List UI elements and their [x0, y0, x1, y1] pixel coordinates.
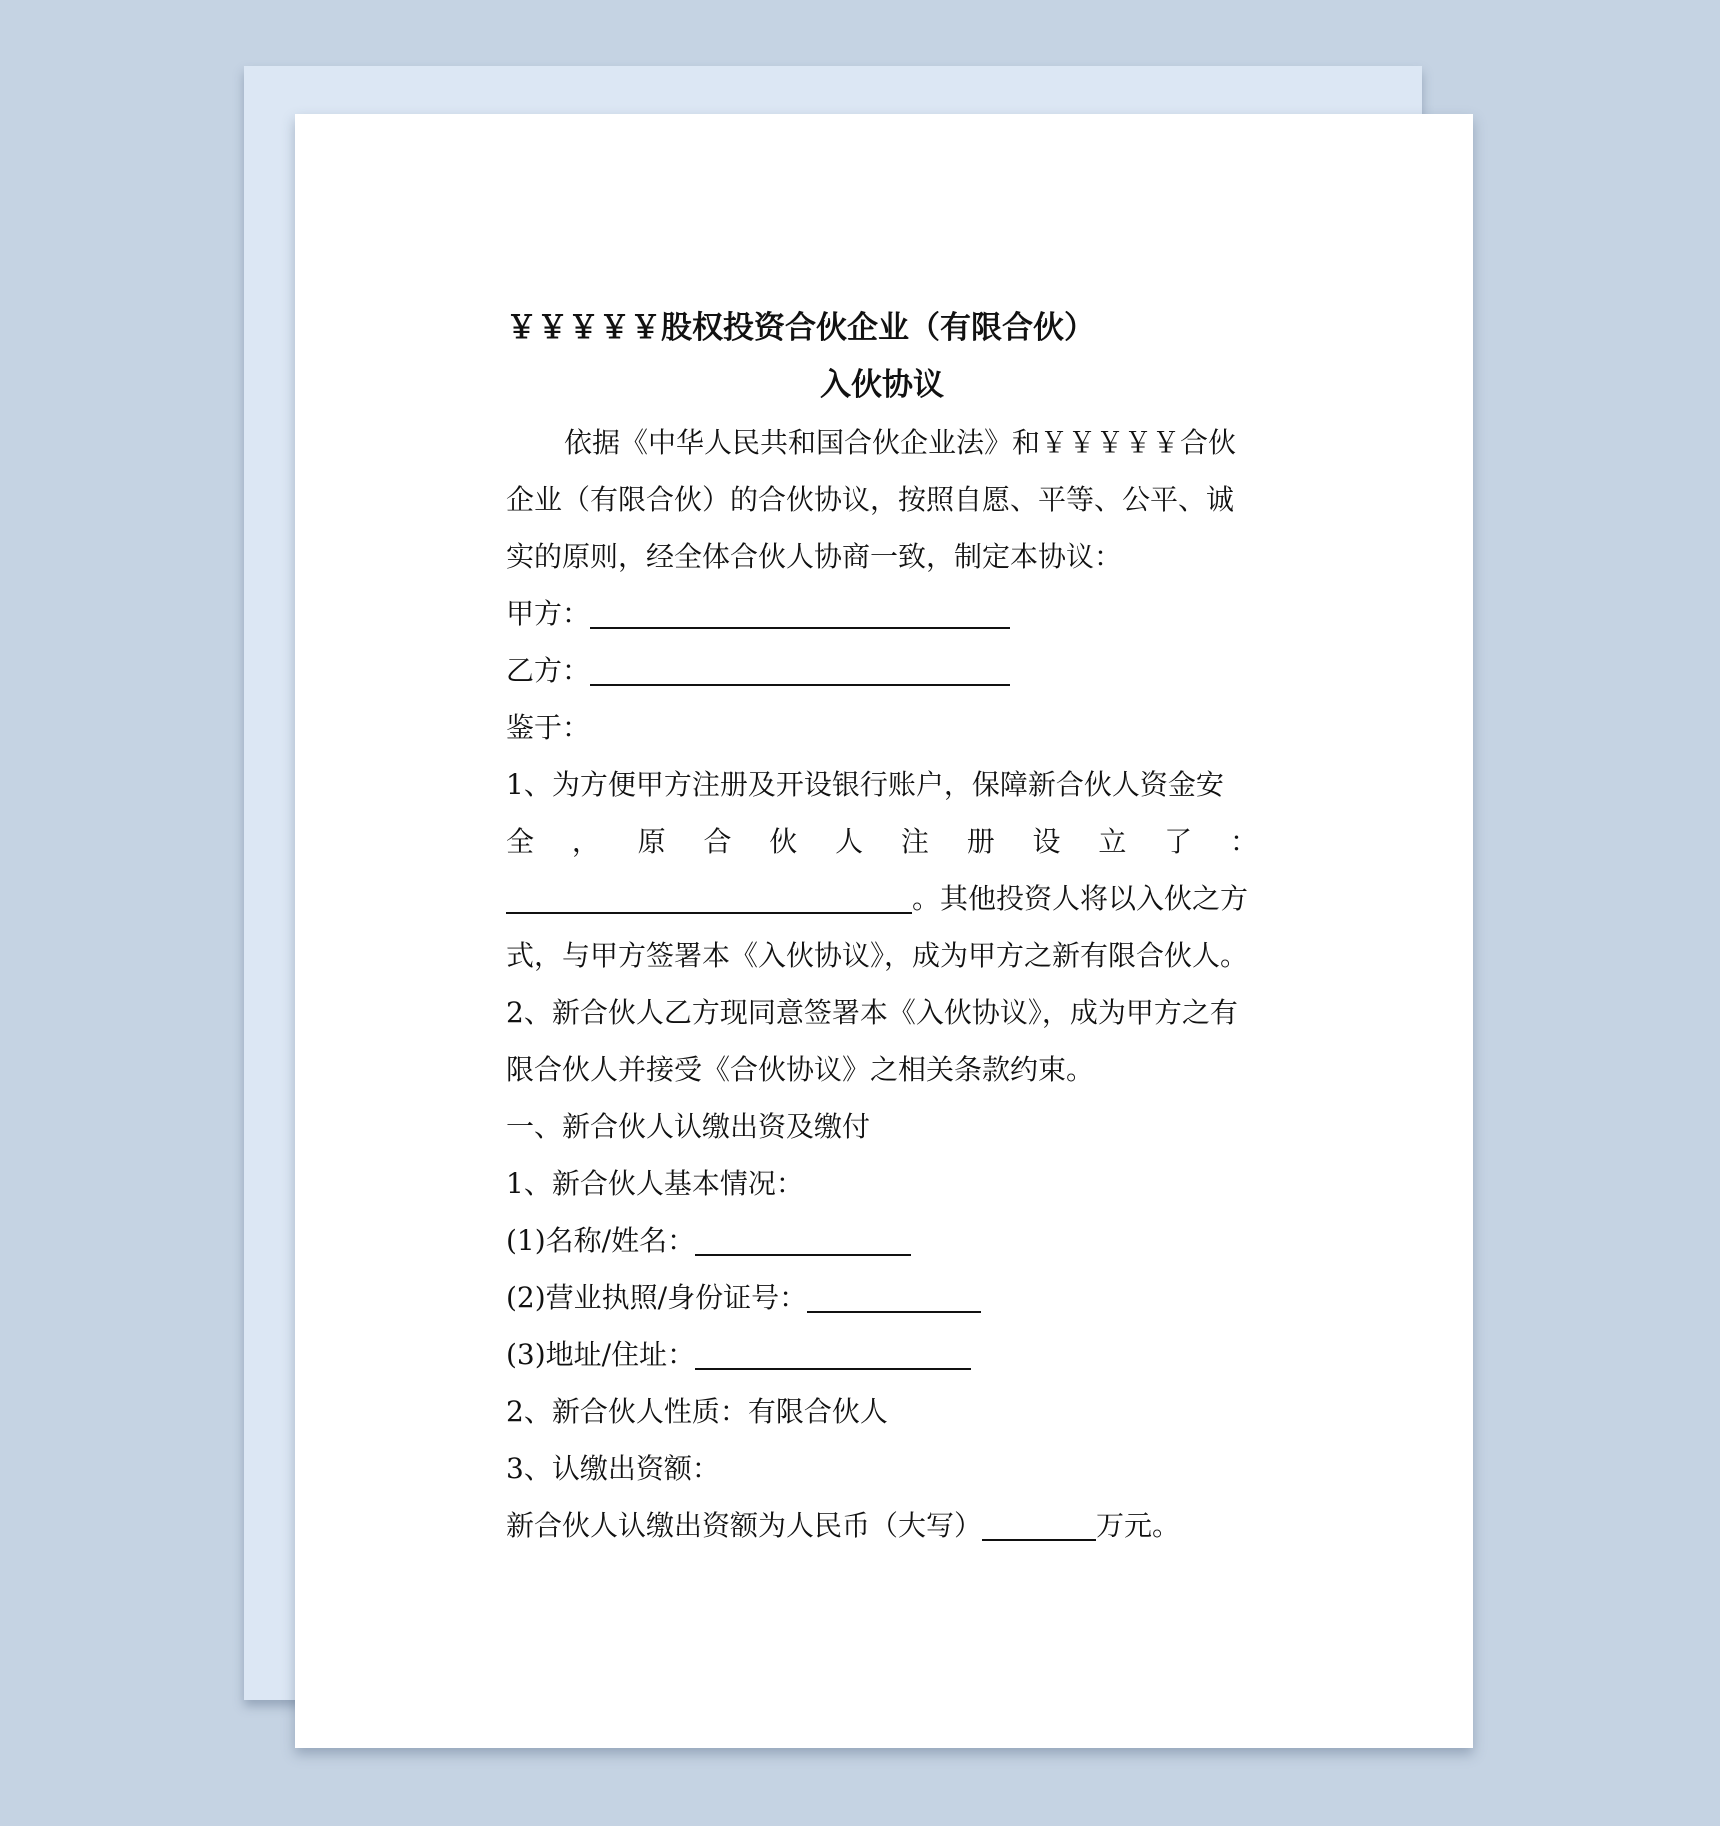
clause1-char: 合: [703, 825, 732, 858]
clause2-line-1: 2、新合伙人乙方现同意签署本《入伙协议》，成为甲方之有: [506, 996, 1238, 1029]
name-blank[interactable]: [695, 1218, 911, 1256]
intro-line-3: 实的原则，经全体合伙人协商一致，制定本协议：: [506, 540, 1123, 573]
clause1-line-3: [506, 870, 1258, 927]
item3-heading: 3、认缴出资额：: [506, 1452, 720, 1485]
address-label: (3)地址/住址：: [506, 1338, 696, 1371]
entity-name-blank[interactable]: [506, 876, 912, 914]
clause1-char: ，: [571, 825, 600, 858]
clause1-line-4: 式，与甲方签署本《入伙协议》，成为甲方之新有限合伙人。: [506, 939, 1249, 972]
document-content: [506, 300, 1258, 1554]
item1-heading: 1、新合伙人基本情况：: [506, 1167, 804, 1200]
clause1-line-1: 1、为方便甲方注册及开设银行账户，保障新合伙人资金安: [506, 768, 1224, 801]
party-b-blank[interactable]: [590, 648, 1010, 686]
capital-row: [506, 1497, 1258, 1554]
address-row: [506, 1326, 1258, 1383]
license-row: [506, 1269, 1258, 1326]
address-blank[interactable]: [695, 1332, 971, 1370]
clause1-char: 了: [1164, 825, 1193, 858]
name-label: (1)名称/姓名：: [506, 1224, 696, 1257]
name-row: [506, 1212, 1258, 1269]
document-title: ￥￥￥￥￥股权投资合伙企业（有限合伙）: [506, 310, 1095, 346]
document-subtitle: 入伙协议: [820, 367, 944, 403]
clause1-char: 伙: [769, 825, 798, 858]
clause1-char: ：: [1229, 825, 1258, 858]
clause1-char: 立: [1098, 825, 1127, 858]
clause1-char: 原: [637, 825, 666, 858]
clause1-char: 册: [966, 825, 995, 858]
party-b-label: 乙方：: [506, 654, 591, 687]
party-a-label: 甲方：: [506, 597, 591, 630]
party-a-blank[interactable]: [590, 591, 1010, 629]
clause1-line-3-text: 。其他投资人将以入伙之方: [912, 882, 1249, 915]
capital-blank[interactable]: [982, 1503, 1096, 1541]
capital-text: 新合伙人认缴出资额为人民币（大写）: [506, 1509, 983, 1542]
license-blank[interactable]: [807, 1275, 981, 1313]
party-b-row: [506, 642, 1258, 699]
party-a-row: [506, 585, 1258, 642]
whereas-label: 鉴于：: [506, 711, 591, 744]
clause1-line-2: [506, 813, 1258, 870]
clause2-line-2: 限合伙人并接受《合伙协议》之相关条款约束。: [506, 1053, 1095, 1086]
intro-line-1: 依据《中华人民共和国合伙企业法》和￥￥￥￥￥合伙: [564, 426, 1237, 459]
intro-line-2: 企业（有限合伙）的合伙协议，按照自愿、平等、公平、诚: [506, 483, 1235, 516]
clause1-char: 注: [900, 825, 929, 858]
item2: 2、新合伙人性质：有限合伙人: [506, 1395, 888, 1428]
section1-heading: 一、新合伙人认缴出资及缴付: [506, 1110, 871, 1143]
license-label: (2)营业执照/身份证号：: [506, 1281, 808, 1314]
capital-unit: 万元。: [1096, 1509, 1181, 1542]
clause1-char: 人: [835, 825, 864, 858]
clause1-char: 设: [1032, 825, 1061, 858]
clause1-char: 全: [506, 825, 535, 858]
